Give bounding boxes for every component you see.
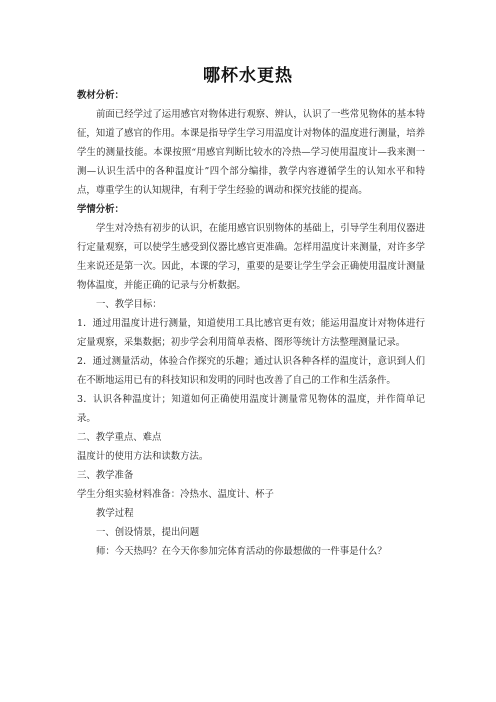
document-title: 哪杯水更热 bbox=[203, 66, 293, 86]
paragraph-student-analysis: 学生对冷热有初步的认识，在能用感官识别物体的基础上，引导学生利用仪器进行定量观察，可以使学生感受到仪器比感官更准确。怎样用温度计来测量，对许多学生来说还是第一次。因此，本课的学习，重要的是要让学生学会正确使用温度计测量物体温度，并能正确的记录与分析数据。 bbox=[77, 223, 425, 291]
preparation-heading: 三、教学准备 bbox=[77, 470, 134, 481]
goal-item-2: 2．通过测量活动，体验合作探究的乐趣；通过认识各种各样的温度计，意识到人们在不断地运用已有的科技知识和发明的同时也改善了自己的工作和生活条件。 bbox=[77, 356, 425, 386]
goal-item-3: 3．认识各种温度计；知道如何正确使用温度计测量常见物体的温度，并作简单记录。 bbox=[77, 394, 425, 424]
goals-heading: 一、教学目标： bbox=[96, 299, 162, 310]
section-heading-students: 学情分析： bbox=[77, 204, 124, 215]
document-body bbox=[77, 86, 425, 561]
teacher-dialog-1: 师：今天热吗？在今天你参加完体育活动的你最想做的一件事是什么？ bbox=[96, 546, 387, 557]
goal-item-1: 1．通过用温度计进行测量，知道使用工具比感官更有效；能运用温度计对物体进行定量观察，采集数据；初步学会利用简单表格、图形等统计方法整理测量记录。 bbox=[77, 318, 425, 348]
paragraph-textbook-analysis: 前面已经学过了运用感官对物体进行观察、辨认，认识了一些常见物体的基本特征，知道了感官的作用。本课是指导学生学习用温度计对物体的温度进行测量，培养学生的测量技能。本课按照“用感官判断比较水的冷热—学习使用温度计—我来测一测—认识生活中的各种温度计”四个部分编排，教学内容遵循学生的认知水平和特点，尊重学生的认知规律，有利于学生经验的调动和探究技能的提高。 bbox=[77, 109, 425, 196]
process-step-1: 一、创设情景，提出问题 bbox=[96, 527, 200, 538]
process-heading: 教学过程 bbox=[96, 508, 134, 519]
section-heading-textbook: 教材分析： bbox=[77, 90, 124, 101]
keypoints-heading: 二、教学重点、难点 bbox=[77, 432, 162, 443]
keypoints-text: 温度计的使用方法和读数方法。 bbox=[77, 451, 209, 462]
preparation-text: 学生分组实验材料准备：冷热水、温度计、杯子 bbox=[77, 489, 274, 500]
